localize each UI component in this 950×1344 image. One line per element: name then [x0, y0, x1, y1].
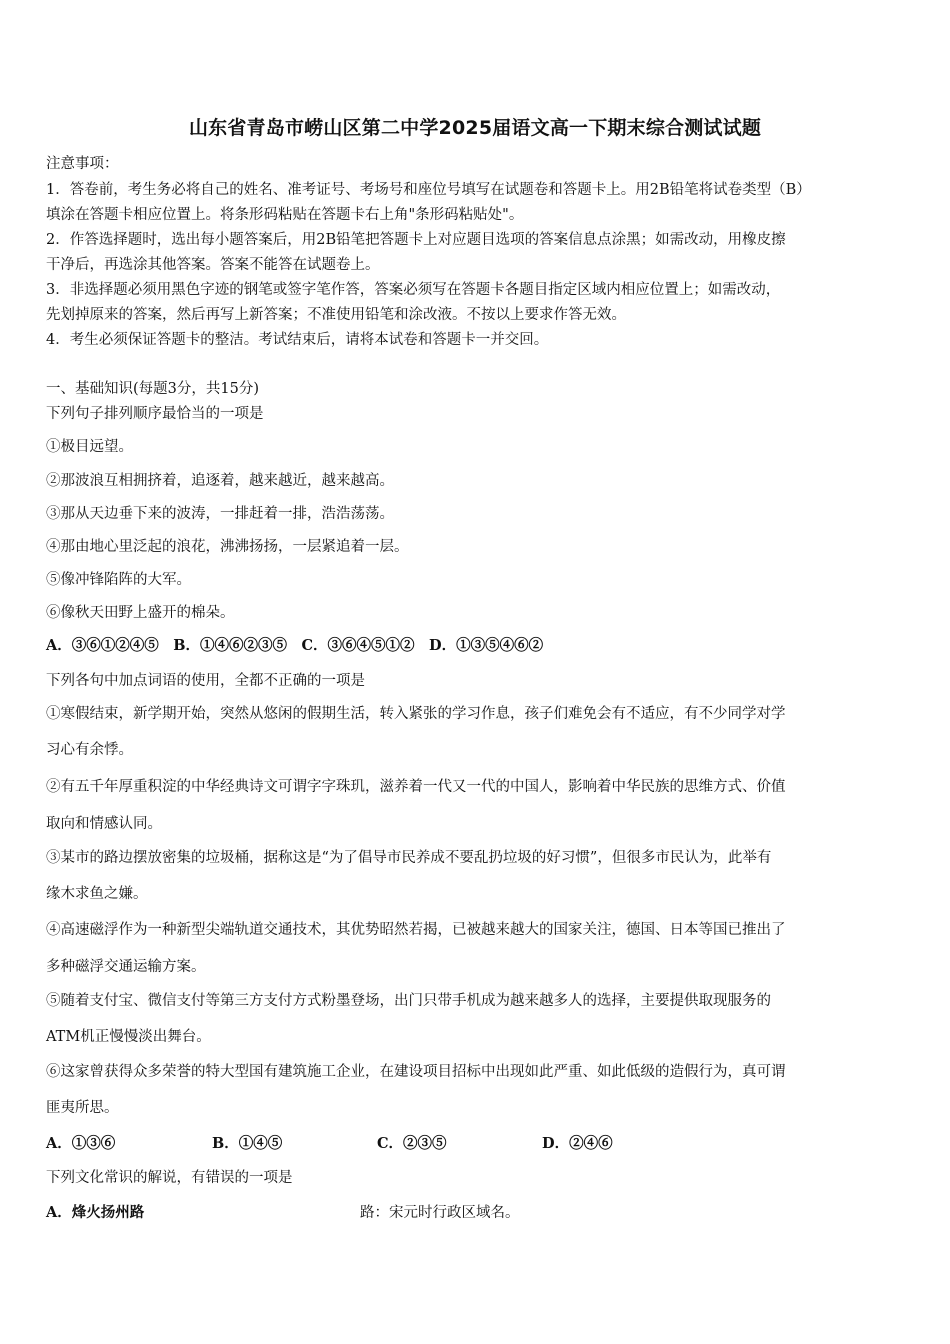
passage-line: ⑤随着支付宝、微信支付等第三方支付方式粉墨登场，出门只带手机成为越来越多人的选择，主要提供取现服务的 [46, 993, 771, 1009]
question-stem-3: 下列文化常识的解说，有错误的一项是 [46, 1170, 293, 1186]
option-c: C．②③⑤ [377, 1135, 447, 1152]
sentence-item: ④那由地心里泛起的浪花，沸沸扬扬，一层紧追着一层。 [46, 539, 409, 555]
passage-line: ③某市的路边摆放密集的垃圾桶，据称这是“为了倡导市民养成不要乱扔垃圾的好习惯”，但很多市民认为，此举有 [46, 850, 772, 866]
section-heading: 一、基础知识(每题3分，共15分) [46, 381, 259, 397]
passage-line: ①寒假结束，新学期开始，突然从悠闲的假期生活，转入紧张的学习作息，孩子们难免会有不适应，有不少同学对学 [46, 706, 786, 722]
notice-line: 4．考生必须保证答题卡的整洁。考试结束后，请将本试卷和答题卡一并交回。 [46, 332, 549, 348]
passage-line: 多种磁浮交通运输方案。 [46, 959, 206, 975]
passage-line: ②有五千年厚重积淀的中华经典诗文可谓字字珠玑，滋养着一代又一代的中国人，影响着中华民族的思维方式、价值 [46, 779, 786, 795]
option-b: B．①④⑤ [212, 1135, 283, 1152]
page-title: 山东省青岛市崂山区第二中学2025届语文高一下期末综合测试试题 [188, 117, 762, 139]
notice-line: 填涂在答题卡相应位置上。将条形码粘贴在答题卡右上角"条形码粘贴处"。 [46, 207, 524, 223]
passage-line: 取向和情感认同。 [46, 816, 162, 832]
passage-line: ④高速磁浮作为一种新型尖端轨道交通技术，其优势昭然若揭，已被越来越大的国家关注，德国、日本等国已推出了 [46, 922, 786, 938]
notice-line: 2．作答选择题时，选出每小题答案后，用2B铅笔把答题卡上对应题目选项的答案信息点涂黑；如需改动，用橡皮擦 [46, 232, 786, 248]
passage-line: ⑥这家曾获得众多荣誉的特大型国有建筑施工企业，在建设项目招标中出现如此严重、如此低级的造假行为，真可谓 [46, 1064, 786, 1080]
sentence-item: ⑥像秋天田野上盛开的棉朵。 [46, 605, 235, 621]
option-a-note: 路：宋元时行政区域名。 [360, 1205, 520, 1221]
notice-line: 先划掉原来的答案，然后再写上新答案；不准使用铅笔和涂改液。不按以上要求作答无效。 [46, 307, 626, 323]
passage-line: 习心有余悸。 [46, 742, 133, 758]
question-stem-1: 下列句子排列顺序最恰当的一项是 [46, 406, 264, 422]
notice-line: 干净后，再选涂其他答案。答案不能答在试题卷上。 [46, 257, 380, 273]
passage-line: ATM机正慢慢淡出舞台。 [46, 1029, 211, 1045]
notice-heading: 注意事项： [46, 156, 119, 172]
sentence-item: ①极目远望。 [46, 439, 133, 455]
notice-line: 1．答卷前，考生务必将自己的姓名、准考证号、考场号和座位号填写在试题卷和答题卡上。用2B铅笔将试卷类型（B） [46, 182, 811, 198]
option-d: D．②④⑥ [542, 1135, 613, 1152]
option-a: A．①③⑥ [46, 1135, 116, 1152]
sentence-item: ②那波浪互相拥挤着，追逐着，越来越近，越来越高。 [46, 473, 394, 489]
notice-line: 3．非选择题必须用黑色字迹的钢笔或签字笔作答，答案必须写在答题卡各题目指定区域内相应位置上；如需改动， [46, 282, 781, 298]
passage-line: 缘木求鱼之嫌。 [46, 886, 148, 902]
sentence-item: ③那从天边垂下来的波涛，一排赶着一排，浩浩荡荡。 [46, 506, 394, 522]
option-a: A．烽火扬州路 [46, 1204, 145, 1221]
sentence-item: ⑤像冲锋陷阵的大军。 [46, 572, 191, 588]
question-stem-2: 下列各句中加点词语的使用，全都不正确的一项是 [46, 673, 365, 689]
question-options-1: A．③⑥①②④⑤ B．①④⑥②③⑤ C．③⑥④⑤①② D．①③⑤④⑥② [46, 637, 544, 654]
passage-line: 匪夷所思。 [46, 1100, 119, 1116]
